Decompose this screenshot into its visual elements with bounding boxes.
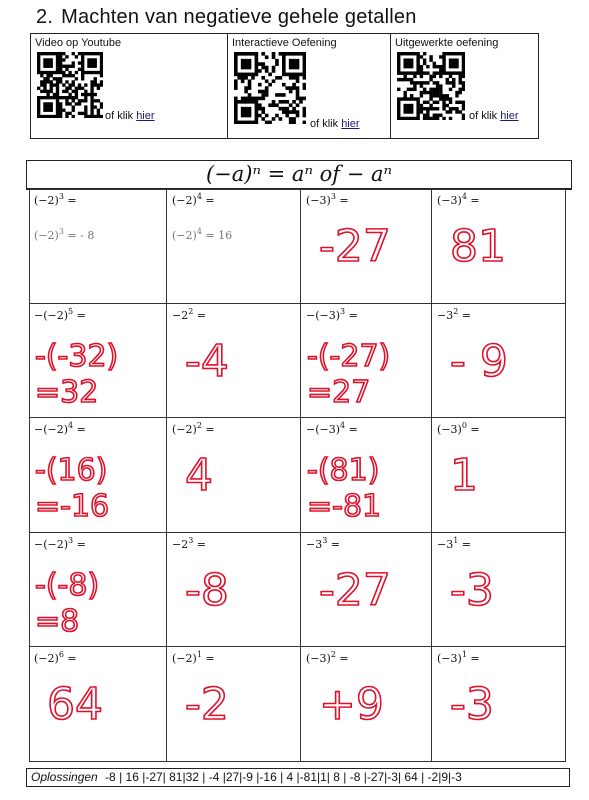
handwritten-answer (167, 533, 300, 646)
handwritten-answer (301, 533, 431, 646)
exercise-expression: $(-3)^2$ = (306, 650, 349, 665)
handwritten-line: -2 (185, 679, 229, 730)
handwritten-answer (167, 304, 300, 417)
exercise-expression: $(-3)^4$ = (437, 192, 480, 207)
exercise-cell (29, 304, 167, 418)
exercise-cell (29, 647, 167, 762)
handwritten-line: -3 (450, 565, 494, 616)
handwritten-answer (29, 304, 166, 417)
exercise-expression: $-3^2$ = (437, 307, 472, 322)
exercise-cell (29, 189, 167, 304)
handwritten-answer (432, 189, 566, 303)
exercise-cell (301, 647, 432, 762)
handwritten-line: -(-32) (35, 339, 119, 374)
handwritten-answer (167, 647, 300, 762)
interactive-link[interactable]: hier (341, 118, 360, 130)
handwritten-line: 1 (450, 450, 478, 501)
exercise-cell (167, 647, 301, 762)
qr-code-icon[interactable] (37, 52, 103, 118)
handwritten-answer (301, 418, 431, 532)
resource-worked (391, 34, 539, 139)
handwritten-answer (167, 418, 300, 532)
exercise-cell (167, 304, 301, 418)
exercise-expression: $(-2)^2$ = (172, 421, 215, 436)
handwritten-line: -(81) (307, 453, 380, 488)
resource-heading: Interactieve Oefening (232, 37, 337, 49)
handwritten-line: -27 (319, 221, 391, 272)
exercise-expression: $-(-3)^3$ = (306, 307, 358, 322)
handwritten-answer (29, 647, 166, 762)
resource-link: of klik hier (105, 110, 155, 122)
exercise-expression: $(-3)^1$ = (437, 650, 480, 665)
exercise-cell (301, 533, 432, 647)
exercise-cell (432, 304, 566, 418)
handwritten-line: -8 (185, 565, 229, 616)
handwritten-line: +9 (319, 679, 384, 730)
exercise-cell (432, 647, 566, 762)
exercise-expression: $-3^3$ = (306, 536, 341, 551)
handwritten-line: =32 (35, 375, 99, 410)
qr-code-icon[interactable] (234, 52, 306, 124)
resource-link: of klik hier (310, 118, 360, 130)
handwritten-line: -(-27) (307, 339, 391, 374)
exercise-cell (432, 189, 566, 304)
page-title (36, 6, 417, 29)
exercise-cell (301, 418, 432, 533)
exercise-expression: $-(-2)^5$ = (34, 307, 86, 322)
exercise-cell (167, 533, 301, 647)
exercise-cell (29, 418, 167, 533)
handwritten-line: -(16) (35, 453, 108, 488)
handwritten-line: =-81 (307, 489, 382, 524)
handwritten-line: 81 (450, 221, 506, 272)
exercise-cell (301, 189, 432, 304)
handwritten-line: =8 (35, 604, 80, 639)
solutions-bar (26, 768, 570, 787)
resource-heading: Uitgewerkte oefening (395, 37, 499, 49)
exercise-cell (432, 418, 566, 533)
resource-table (30, 33, 539, 139)
section-number: 2. (36, 6, 54, 28)
exercise-cell (167, 189, 301, 304)
video-link[interactable]: hier (136, 110, 155, 122)
exercise-expression: $-(-3)^4$ = (306, 421, 358, 436)
handwritten-line: =27 (307, 375, 371, 410)
exercise-expression: $(-2)^6$ = (34, 650, 77, 665)
worked-link[interactable]: hier (500, 110, 519, 122)
handwritten-answer (29, 533, 166, 646)
handwritten-answer (301, 189, 431, 303)
formula-box: (−a)ⁿ = aⁿ of − aⁿ (26, 160, 572, 190)
section-title: Machten van negatieve gehele getallen (61, 6, 417, 28)
handwritten-answer (301, 304, 431, 417)
example-answer: $(-2)^3$ = - 8 (34, 227, 95, 242)
resource-link: of klik hier (469, 110, 519, 122)
exercise-cell (432, 533, 566, 647)
exercise-cell (29, 533, 167, 647)
handwritten-answer (432, 418, 566, 532)
handwritten-line: -3 (450, 679, 494, 730)
exercise-expression: $(-3)^0$ = (437, 421, 480, 436)
handwritten-line: - 9 (450, 336, 508, 387)
exercise-expression: $-2^2$ = (172, 307, 207, 322)
resource-video (31, 34, 228, 139)
exercise-expression: $(-2)^4$ = (172, 192, 215, 207)
exercise-expression: $-(-2)^4$ = (34, 421, 86, 436)
handwritten-line: -4 (185, 336, 229, 387)
handwritten-line: =-16 (35, 489, 110, 524)
resource-interactive (228, 34, 391, 139)
exercise-grid (29, 189, 566, 762)
handwritten-line: -27 (319, 565, 391, 616)
exercise-expression: $-2^3$ = (172, 536, 207, 551)
solutions-list: -8 | 16 |-27| 81|32 | -4 |27|-9 |-16 | 4 |-81|1| 8 | -8 |-27|-3| 64 | -2|9|-3 (105, 770, 462, 784)
example-answer: $(-2)^4 = 16$ (172, 227, 233, 242)
handwritten-answer (301, 647, 431, 762)
exercise-expression: $(-2)^3$ = (34, 192, 77, 207)
exercise-expression: $(-2)^1$ = (172, 650, 215, 665)
handwritten-answer (29, 418, 166, 532)
handwritten-answer (432, 533, 566, 646)
handwritten-answer (432, 647, 566, 762)
handwritten-answer (432, 304, 566, 417)
exercise-cell (301, 304, 432, 418)
handwritten-line: -(-8) (35, 568, 100, 603)
qr-code-icon[interactable] (397, 52, 465, 120)
exercise-expression: $-(-2)^3$ = (34, 536, 86, 551)
solutions-label: Oplossingen (31, 770, 98, 784)
handwritten-line: 64 (47, 679, 103, 730)
resource-heading: Video op Youtube (35, 37, 122, 49)
exercise-cell (167, 418, 301, 533)
handwritten-line: 4 (185, 450, 213, 501)
exercise-expression: $(-3)^3$ = (306, 192, 349, 207)
exercise-expression: $-3^1$ = (437, 536, 472, 551)
